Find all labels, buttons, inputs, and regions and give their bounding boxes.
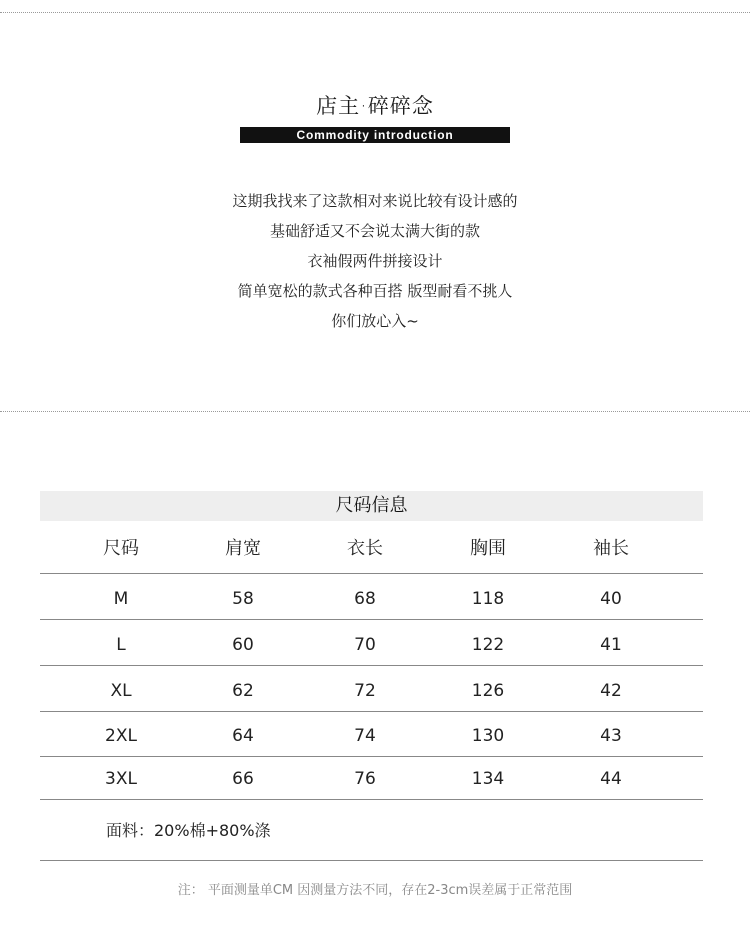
top-dotted-divider xyxy=(0,12,750,13)
measurement-note: 注： 平面测量单CM 因测量方法不同，存在2-3cm误差属于正常范围 xyxy=(177,883,573,898)
table-cell: 60 xyxy=(232,635,254,655)
size-table-title: 尺码信息 xyxy=(40,491,703,521)
table-cell: 76 xyxy=(354,769,376,789)
intro-line: 简单宽松的款式各种百搭 版型耐看不挑人 xyxy=(237,282,513,300)
size-table-header-row xyxy=(40,536,703,562)
table-cell: 118 xyxy=(471,589,505,609)
intro-line: 基础舒适又不会说太满大街的款 xyxy=(269,222,480,240)
table-rule xyxy=(40,619,703,620)
intro-text xyxy=(0,186,750,336)
table-rule xyxy=(40,860,703,861)
table-cell: XL xyxy=(110,681,132,701)
subtitle-banner: Commodity introduction xyxy=(240,127,510,143)
table-cell: 44 xyxy=(600,769,622,789)
column-header-chest: 胸围 xyxy=(470,538,506,559)
intro-line: 你们放心入~ xyxy=(331,312,419,330)
table-cell: 62 xyxy=(232,681,254,701)
table-rule xyxy=(40,573,703,574)
table-row xyxy=(40,633,703,657)
table-rule xyxy=(40,711,703,712)
table-row xyxy=(40,767,703,791)
intro-line: 这期我找来了这款相对来说比较有设计感的 xyxy=(232,192,518,210)
table-cell: 58 xyxy=(232,589,254,609)
table-row xyxy=(40,587,703,611)
table-cell: 70 xyxy=(354,635,376,655)
table-cell: 68 xyxy=(354,589,376,609)
table-cell: 42 xyxy=(600,681,622,701)
table-row xyxy=(40,679,703,703)
table-cell: 72 xyxy=(354,681,376,701)
table-rule xyxy=(40,799,703,800)
table-cell: 40 xyxy=(600,589,622,609)
table-cell: 41 xyxy=(600,635,622,655)
column-header-shoulder: 肩宽 xyxy=(225,538,261,559)
table-cell: 130 xyxy=(471,726,505,746)
table-row xyxy=(40,724,703,748)
column-header-length: 衣长 xyxy=(347,538,383,559)
table-cell: 64 xyxy=(232,726,254,746)
table-rule xyxy=(40,756,703,757)
intro-line: 衣袖假两件拼接设计 xyxy=(307,252,443,270)
table-rule xyxy=(40,665,703,666)
middle-dotted-divider xyxy=(0,411,750,412)
table-cell: 134 xyxy=(471,769,505,789)
section-title: 店主·碎碎念 xyxy=(316,94,434,118)
column-header-size: 尺码 xyxy=(103,538,139,559)
table-cell: M xyxy=(113,589,129,609)
table-cell: 126 xyxy=(471,681,505,701)
fabric-composition: 面料：20%棉+80%涤 xyxy=(106,821,271,840)
table-cell: 66 xyxy=(232,769,254,789)
table-cell: L xyxy=(116,635,126,655)
table-cell: 122 xyxy=(471,635,505,655)
table-cell: 2XL xyxy=(105,726,137,746)
table-cell: 74 xyxy=(354,726,376,746)
table-cell: 43 xyxy=(600,726,622,746)
column-header-sleeve: 袖长 xyxy=(593,538,629,559)
table-cell: 3XL xyxy=(105,769,137,789)
